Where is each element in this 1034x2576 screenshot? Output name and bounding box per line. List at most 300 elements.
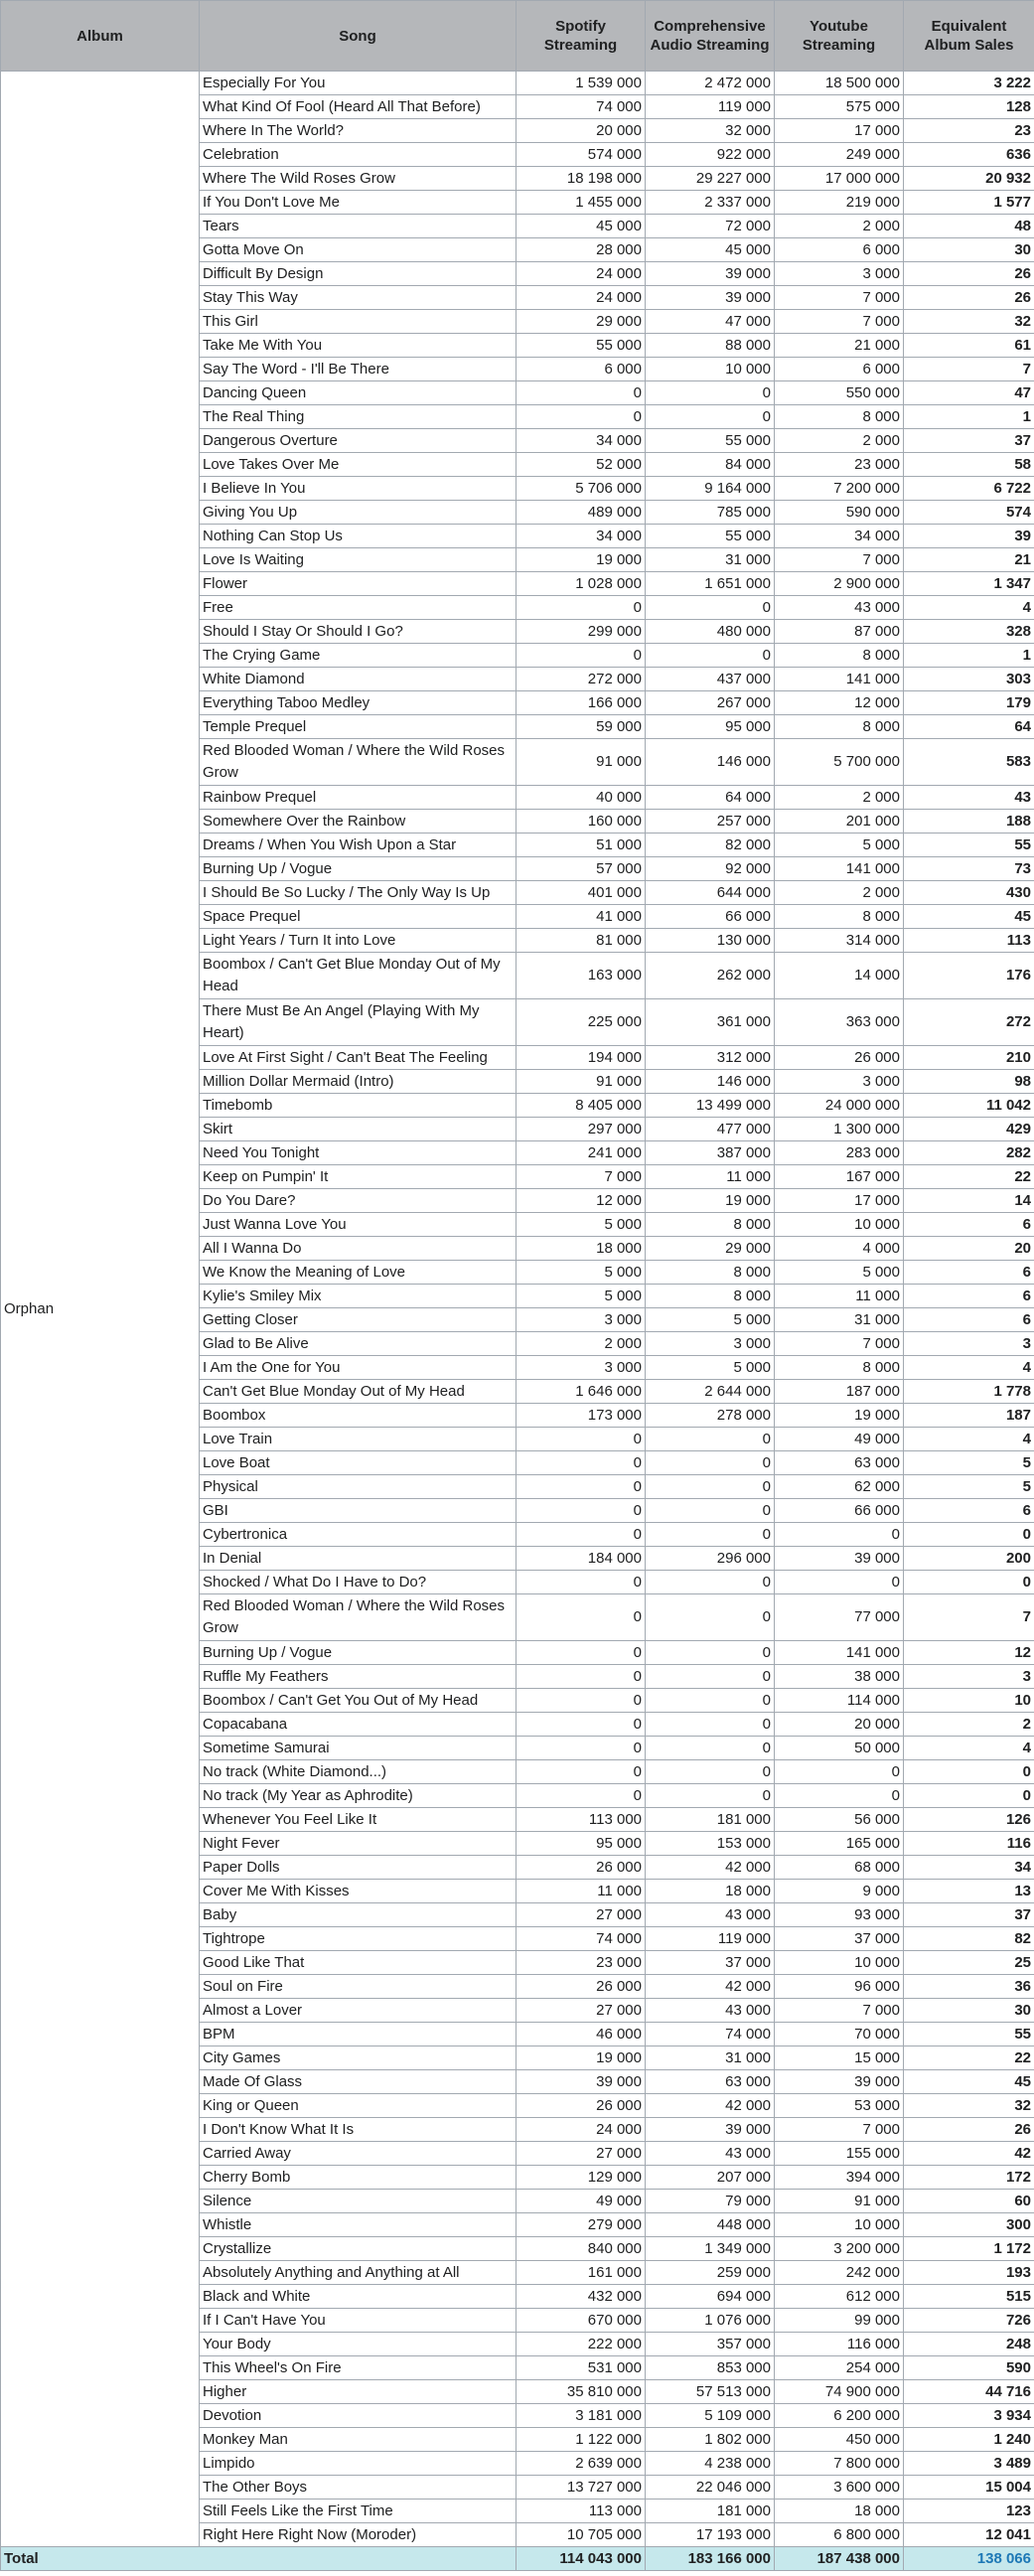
equivalent-cell: 636 bbox=[904, 143, 1034, 167]
audio-cell: 55 000 bbox=[646, 429, 775, 453]
equivalent-cell: 188 bbox=[904, 810, 1034, 833]
youtube-cell: 5 700 000 bbox=[775, 739, 904, 786]
total-equivalent: 138 066 bbox=[904, 2547, 1034, 2571]
youtube-cell: 550 000 bbox=[775, 381, 904, 405]
audio-cell: 8 000 bbox=[646, 1261, 775, 1285]
spotify-cell: 574 000 bbox=[517, 143, 646, 167]
equivalent-cell: 11 042 bbox=[904, 1094, 1034, 1118]
youtube-cell: 8 000 bbox=[775, 715, 904, 739]
spotify-cell: 26 000 bbox=[517, 1856, 646, 1880]
audio-cell: 922 000 bbox=[646, 143, 775, 167]
equivalent-cell: 45 bbox=[904, 905, 1034, 929]
song-cell: Difficult By Design bbox=[200, 262, 517, 286]
audio-cell: 0 bbox=[646, 1571, 775, 1594]
equivalent-cell: 172 bbox=[904, 2166, 1034, 2190]
spotify-cell: 49 000 bbox=[517, 2190, 646, 2213]
spotify-cell: 489 000 bbox=[517, 501, 646, 525]
audio-cell: 37 000 bbox=[646, 1951, 775, 1975]
spotify-cell: 8 405 000 bbox=[517, 1094, 646, 1118]
equivalent-cell: 193 bbox=[904, 2261, 1034, 2285]
youtube-cell: 2 900 000 bbox=[775, 572, 904, 596]
song-cell: Dancing Queen bbox=[200, 381, 517, 405]
audio-cell: 42 000 bbox=[646, 2094, 775, 2118]
song-cell: Crystallize bbox=[200, 2237, 517, 2261]
youtube-cell: 363 000 bbox=[775, 999, 904, 1046]
song-cell: Sometime Samurai bbox=[200, 1737, 517, 1760]
youtube-cell: 141 000 bbox=[775, 857, 904, 881]
youtube-cell: 3 600 000 bbox=[775, 2476, 904, 2500]
audio-cell: 43 000 bbox=[646, 1903, 775, 1927]
youtube-cell: 50 000 bbox=[775, 1737, 904, 1760]
song-cell: Your Body bbox=[200, 2333, 517, 2356]
spotify-cell: 1 539 000 bbox=[517, 72, 646, 95]
audio-cell: 32 000 bbox=[646, 119, 775, 143]
song-cell: The Real Thing bbox=[200, 405, 517, 429]
spotify-cell: 1 455 000 bbox=[517, 191, 646, 215]
audio-cell: 39 000 bbox=[646, 2118, 775, 2142]
song-cell: We Know the Meaning of Love bbox=[200, 1261, 517, 1285]
spotify-cell: 20 000 bbox=[517, 119, 646, 143]
equivalent-cell: 303 bbox=[904, 668, 1034, 691]
equivalent-cell: 36 bbox=[904, 1975, 1034, 1999]
spotify-cell: 7 000 bbox=[517, 1165, 646, 1189]
audio-cell: 8 000 bbox=[646, 1285, 775, 1308]
song-cell: Red Blooded Woman / Where the Wild Roses Grow bbox=[200, 1594, 517, 1641]
spotify-cell: 272 000 bbox=[517, 668, 646, 691]
song-cell: Free bbox=[200, 596, 517, 620]
equivalent-cell: 0 bbox=[904, 1760, 1034, 1784]
song-cell: Should I Stay Or Should I Go? bbox=[200, 620, 517, 644]
spotify-cell: 166 000 bbox=[517, 691, 646, 715]
audio-cell: 43 000 bbox=[646, 2142, 775, 2166]
song-cell: Love At First Sight / Can't Beat The Feeling bbox=[200, 1046, 517, 1070]
song-cell: Whistle bbox=[200, 2213, 517, 2237]
spotify-cell: 0 bbox=[517, 1499, 646, 1523]
spotify-cell: 225 000 bbox=[517, 999, 646, 1046]
total-youtube: 187 438 000 bbox=[775, 2547, 904, 2571]
equivalent-cell: 6 bbox=[904, 1499, 1034, 1523]
total-label: Total bbox=[1, 2547, 517, 2571]
audio-cell: 153 000 bbox=[646, 1832, 775, 1856]
spotify-cell: 299 000 bbox=[517, 620, 646, 644]
audio-cell: 55 000 bbox=[646, 525, 775, 548]
youtube-cell: 87 000 bbox=[775, 620, 904, 644]
equivalent-cell: 123 bbox=[904, 2500, 1034, 2523]
audio-cell: 0 bbox=[646, 644, 775, 668]
song-cell: City Games bbox=[200, 2046, 517, 2070]
youtube-cell: 12 000 bbox=[775, 691, 904, 715]
audio-cell: 437 000 bbox=[646, 668, 775, 691]
youtube-cell: 39 000 bbox=[775, 2070, 904, 2094]
audio-cell: 785 000 bbox=[646, 501, 775, 525]
youtube-cell: 6 800 000 bbox=[775, 2523, 904, 2547]
youtube-cell: 70 000 bbox=[775, 2023, 904, 2046]
song-cell: Rainbow Prequel bbox=[200, 786, 517, 810]
equivalent-cell: 26 bbox=[904, 2118, 1034, 2142]
song-cell: Copacabana bbox=[200, 1713, 517, 1737]
youtube-cell: 8 000 bbox=[775, 405, 904, 429]
youtube-cell: 23 000 bbox=[775, 453, 904, 477]
equivalent-cell: 210 bbox=[904, 1046, 1034, 1070]
equivalent-cell: 5 bbox=[904, 1451, 1034, 1475]
song-cell: Red Blooded Woman / Where the Wild Roses Grow bbox=[200, 739, 517, 786]
audio-cell: 39 000 bbox=[646, 262, 775, 286]
equivalent-cell: 3 934 bbox=[904, 2404, 1034, 2428]
spotify-cell: 2 639 000 bbox=[517, 2452, 646, 2476]
equivalent-cell: 4 bbox=[904, 1737, 1034, 1760]
song-cell: In Denial bbox=[200, 1547, 517, 1571]
youtube-cell: 165 000 bbox=[775, 1832, 904, 1856]
audio-cell: 42 000 bbox=[646, 1975, 775, 1999]
spotify-cell: 173 000 bbox=[517, 1404, 646, 1428]
spotify-cell: 27 000 bbox=[517, 2142, 646, 2166]
spotify-cell: 3 000 bbox=[517, 1356, 646, 1380]
equivalent-cell: 126 bbox=[904, 1808, 1034, 1832]
song-cell: Devotion bbox=[200, 2404, 517, 2428]
youtube-cell: 34 000 bbox=[775, 525, 904, 548]
youtube-cell: 20 000 bbox=[775, 1713, 904, 1737]
equivalent-cell: 6 bbox=[904, 1308, 1034, 1332]
spotify-cell: 24 000 bbox=[517, 286, 646, 310]
audio-cell: 5 109 000 bbox=[646, 2404, 775, 2428]
audio-cell: 0 bbox=[646, 1428, 775, 1451]
song-cell: This Girl bbox=[200, 310, 517, 334]
song-cell: Limpido bbox=[200, 2452, 517, 2476]
equivalent-cell: 1 347 bbox=[904, 572, 1034, 596]
song-cell: Cherry Bomb bbox=[200, 2166, 517, 2190]
spotify-cell: 11 000 bbox=[517, 1880, 646, 1903]
song-cell: Space Prequel bbox=[200, 905, 517, 929]
youtube-cell: 17 000 000 bbox=[775, 167, 904, 191]
spotify-cell: 1 646 000 bbox=[517, 1380, 646, 1404]
equivalent-cell: 429 bbox=[904, 1118, 1034, 1141]
song-cell: Need You Tonight bbox=[200, 1141, 517, 1165]
song-cell: If I Can't Have You bbox=[200, 2309, 517, 2333]
youtube-cell: 19 000 bbox=[775, 1404, 904, 1428]
youtube-cell: 7 000 bbox=[775, 1999, 904, 2023]
equivalent-cell: 200 bbox=[904, 1547, 1034, 1571]
spotify-cell: 163 000 bbox=[517, 953, 646, 999]
youtube-cell: 242 000 bbox=[775, 2261, 904, 2285]
spotify-cell: 0 bbox=[517, 1571, 646, 1594]
youtube-cell: 141 000 bbox=[775, 668, 904, 691]
song-cell: Physical bbox=[200, 1475, 517, 1499]
youtube-cell: 56 000 bbox=[775, 1808, 904, 1832]
spotify-cell: 5 706 000 bbox=[517, 477, 646, 501]
audio-cell: 181 000 bbox=[646, 1808, 775, 1832]
spotify-cell: 29 000 bbox=[517, 310, 646, 334]
spotify-cell: 23 000 bbox=[517, 1951, 646, 1975]
equivalent-cell: 574 bbox=[904, 501, 1034, 525]
youtube-cell: 3 000 bbox=[775, 262, 904, 286]
song-cell: No track (My Year as Aphrodite) bbox=[200, 1784, 517, 1808]
audio-cell: 82 000 bbox=[646, 833, 775, 857]
spotify-cell: 297 000 bbox=[517, 1118, 646, 1141]
equivalent-cell: 47 bbox=[904, 381, 1034, 405]
equivalent-cell: 430 bbox=[904, 881, 1034, 905]
audio-cell: 0 bbox=[646, 381, 775, 405]
song-cell: Boombox / Can't Get You Out of My Head bbox=[200, 1689, 517, 1713]
equivalent-cell: 3 489 bbox=[904, 2452, 1034, 2476]
audio-cell: 17 193 000 bbox=[646, 2523, 775, 2547]
audio-cell: 694 000 bbox=[646, 2285, 775, 2309]
spotify-cell: 12 000 bbox=[517, 1189, 646, 1213]
header-album: Album bbox=[1, 1, 200, 72]
spotify-cell: 18 000 bbox=[517, 1237, 646, 1261]
equivalent-cell: 30 bbox=[904, 238, 1034, 262]
youtube-cell: 91 000 bbox=[775, 2190, 904, 2213]
spotify-cell: 59 000 bbox=[517, 715, 646, 739]
song-cell: Do You Dare? bbox=[200, 1189, 517, 1213]
equivalent-cell: 42 bbox=[904, 2142, 1034, 2166]
youtube-cell: 1 300 000 bbox=[775, 1118, 904, 1141]
audio-cell: 0 bbox=[646, 1665, 775, 1689]
audio-cell: 130 000 bbox=[646, 929, 775, 953]
song-cell: Everything Taboo Medley bbox=[200, 691, 517, 715]
song-cell: The Other Boys bbox=[200, 2476, 517, 2500]
song-cell: BPM bbox=[200, 2023, 517, 2046]
youtube-cell: 6 000 bbox=[775, 238, 904, 262]
spotify-cell: 5 000 bbox=[517, 1213, 646, 1237]
spotify-cell: 24 000 bbox=[517, 2118, 646, 2142]
audio-cell: 13 499 000 bbox=[646, 1094, 775, 1118]
spotify-cell: 95 000 bbox=[517, 1832, 646, 1856]
spotify-cell: 74 000 bbox=[517, 1927, 646, 1951]
song-cell: Stay This Way bbox=[200, 286, 517, 310]
youtube-cell: 450 000 bbox=[775, 2428, 904, 2452]
spotify-cell: 10 705 000 bbox=[517, 2523, 646, 2547]
equivalent-cell: 176 bbox=[904, 953, 1034, 999]
equivalent-cell: 55 bbox=[904, 833, 1034, 857]
youtube-cell: 167 000 bbox=[775, 1165, 904, 1189]
audio-cell: 92 000 bbox=[646, 857, 775, 881]
audio-cell: 448 000 bbox=[646, 2213, 775, 2237]
equivalent-cell: 583 bbox=[904, 739, 1034, 786]
equivalent-cell: 21 bbox=[904, 548, 1034, 572]
equivalent-cell: 12 041 bbox=[904, 2523, 1034, 2547]
song-cell: Shocked / What Do I Have to Do? bbox=[200, 1571, 517, 1594]
audio-cell: 0 bbox=[646, 1760, 775, 1784]
song-cell: Good Like That bbox=[200, 1951, 517, 1975]
youtube-cell: 77 000 bbox=[775, 1594, 904, 1641]
audio-cell: 387 000 bbox=[646, 1141, 775, 1165]
youtube-cell: 3 200 000 bbox=[775, 2237, 904, 2261]
audio-cell: 0 bbox=[646, 1475, 775, 1499]
youtube-cell: 116 000 bbox=[775, 2333, 904, 2356]
audio-cell: 480 000 bbox=[646, 620, 775, 644]
equivalent-cell: 5 bbox=[904, 1475, 1034, 1499]
equivalent-cell: 98 bbox=[904, 1070, 1034, 1094]
equivalent-cell: 6 bbox=[904, 1213, 1034, 1237]
youtube-cell: 575 000 bbox=[775, 95, 904, 119]
spotify-cell: 35 810 000 bbox=[517, 2380, 646, 2404]
audio-cell: 357 000 bbox=[646, 2333, 775, 2356]
song-cell: Boombox bbox=[200, 1404, 517, 1428]
spotify-cell: 279 000 bbox=[517, 2213, 646, 2237]
total-spotify: 114 043 000 bbox=[517, 2547, 646, 2571]
youtube-cell: 39 000 bbox=[775, 1547, 904, 1571]
audio-cell: 1 802 000 bbox=[646, 2428, 775, 2452]
spotify-cell: 670 000 bbox=[517, 2309, 646, 2333]
spotify-cell: 0 bbox=[517, 1594, 646, 1641]
youtube-cell: 18 000 bbox=[775, 2500, 904, 2523]
equivalent-cell: 1 172 bbox=[904, 2237, 1034, 2261]
audio-cell: 31 000 bbox=[646, 548, 775, 572]
equivalent-cell: 300 bbox=[904, 2213, 1034, 2237]
youtube-cell: 6 200 000 bbox=[775, 2404, 904, 2428]
audio-cell: 0 bbox=[646, 596, 775, 620]
spotify-cell: 3 181 000 bbox=[517, 2404, 646, 2428]
header-youtube: Youtube Streaming bbox=[775, 1, 904, 72]
equivalent-cell: 12 bbox=[904, 1641, 1034, 1665]
audio-cell: 57 513 000 bbox=[646, 2380, 775, 2404]
equivalent-cell: 32 bbox=[904, 310, 1034, 334]
spotify-cell: 0 bbox=[517, 1713, 646, 1737]
spotify-cell: 40 000 bbox=[517, 786, 646, 810]
youtube-cell: 10 000 bbox=[775, 1213, 904, 1237]
total-row bbox=[1, 2547, 1034, 2571]
youtube-cell: 5 000 bbox=[775, 833, 904, 857]
audio-cell: 88 000 bbox=[646, 334, 775, 358]
song-cell: Take Me With You bbox=[200, 334, 517, 358]
youtube-cell: 4 000 bbox=[775, 1237, 904, 1261]
song-cell: Million Dollar Mermaid (Intro) bbox=[200, 1070, 517, 1094]
youtube-cell: 21 000 bbox=[775, 334, 904, 358]
youtube-cell: 283 000 bbox=[775, 1141, 904, 1165]
youtube-cell: 99 000 bbox=[775, 2309, 904, 2333]
equivalent-cell: 39 bbox=[904, 525, 1034, 548]
audio-cell: 262 000 bbox=[646, 953, 775, 999]
audio-cell: 22 046 000 bbox=[646, 2476, 775, 2500]
song-cell: Burning Up / Vogue bbox=[200, 857, 517, 881]
audio-cell: 0 bbox=[646, 1594, 775, 1641]
audio-cell: 64 000 bbox=[646, 786, 775, 810]
youtube-cell: 11 000 bbox=[775, 1285, 904, 1308]
spotify-cell: 34 000 bbox=[517, 429, 646, 453]
youtube-cell: 3 000 bbox=[775, 1070, 904, 1094]
song-cell: Where In The World? bbox=[200, 119, 517, 143]
youtube-cell: 10 000 bbox=[775, 2213, 904, 2237]
spotify-cell: 52 000 bbox=[517, 453, 646, 477]
youtube-cell: 590 000 bbox=[775, 501, 904, 525]
audio-cell: 63 000 bbox=[646, 2070, 775, 2094]
equivalent-cell: 6 bbox=[904, 1261, 1034, 1285]
youtube-cell: 31 000 bbox=[775, 1308, 904, 1332]
audio-cell: 39 000 bbox=[646, 286, 775, 310]
audio-cell: 2 472 000 bbox=[646, 72, 775, 95]
equivalent-cell: 30 bbox=[904, 1999, 1034, 2023]
youtube-cell: 10 000 bbox=[775, 1951, 904, 1975]
song-cell: I Believe In You bbox=[200, 477, 517, 501]
youtube-cell: 612 000 bbox=[775, 2285, 904, 2309]
youtube-cell: 155 000 bbox=[775, 2142, 904, 2166]
song-cell: I Should Be So Lucky / The Only Way Is Up bbox=[200, 881, 517, 905]
song-cell: Flower bbox=[200, 572, 517, 596]
youtube-cell: 249 000 bbox=[775, 143, 904, 167]
youtube-cell: 2 000 bbox=[775, 786, 904, 810]
spotify-cell: 27 000 bbox=[517, 1999, 646, 2023]
youtube-cell: 8 000 bbox=[775, 905, 904, 929]
equivalent-cell: 15 004 bbox=[904, 2476, 1034, 2500]
total-audio: 183 166 000 bbox=[646, 2547, 775, 2571]
youtube-cell: 7 000 bbox=[775, 310, 904, 334]
audio-cell: 0 bbox=[646, 1641, 775, 1665]
spotify-cell: 0 bbox=[517, 405, 646, 429]
song-cell: Dreams / When You Wish Upon a Star bbox=[200, 833, 517, 857]
audio-cell: 0 bbox=[646, 1523, 775, 1547]
equivalent-cell: 272 bbox=[904, 999, 1034, 1046]
youtube-cell: 24 000 000 bbox=[775, 1094, 904, 1118]
equivalent-cell: 43 bbox=[904, 786, 1034, 810]
youtube-cell: 7 000 bbox=[775, 1332, 904, 1356]
spotify-cell: 24 000 bbox=[517, 262, 646, 286]
youtube-cell: 7 000 bbox=[775, 2118, 904, 2142]
song-cell: Gotta Move On bbox=[200, 238, 517, 262]
song-cell: I Don't Know What It Is bbox=[200, 2118, 517, 2142]
song-cell: GBI bbox=[200, 1499, 517, 1523]
spotify-cell: 0 bbox=[517, 1689, 646, 1713]
audio-cell: 267 000 bbox=[646, 691, 775, 715]
equivalent-cell: 3 bbox=[904, 1665, 1034, 1689]
song-cell: I Am the One for You bbox=[200, 1356, 517, 1380]
song-cell: Ruffle My Feathers bbox=[200, 1665, 517, 1689]
song-cell: Tightrope bbox=[200, 1927, 517, 1951]
equivalent-cell: 1 240 bbox=[904, 2428, 1034, 2452]
spotify-cell: 34 000 bbox=[517, 525, 646, 548]
song-cell: This Wheel's On Fire bbox=[200, 2356, 517, 2380]
audio-cell: 207 000 bbox=[646, 2166, 775, 2190]
audio-cell: 644 000 bbox=[646, 881, 775, 905]
equivalent-cell: 116 bbox=[904, 1832, 1034, 1856]
audio-cell: 0 bbox=[646, 1499, 775, 1523]
song-cell: Carried Away bbox=[200, 2142, 517, 2166]
song-cell: The Crying Game bbox=[200, 644, 517, 668]
song-cell: King or Queen bbox=[200, 2094, 517, 2118]
audio-cell: 42 000 bbox=[646, 1856, 775, 1880]
spotify-cell: 531 000 bbox=[517, 2356, 646, 2380]
audio-cell: 79 000 bbox=[646, 2190, 775, 2213]
equivalent-cell: 0 bbox=[904, 1571, 1034, 1594]
equivalent-cell: 20 bbox=[904, 1237, 1034, 1261]
song-cell: Somewhere Over the Rainbow bbox=[200, 810, 517, 833]
song-cell: Soul on Fire bbox=[200, 1975, 517, 1999]
song-cell: Night Fever bbox=[200, 1832, 517, 1856]
audio-cell: 43 000 bbox=[646, 1999, 775, 2023]
song-cell: What Kind Of Fool (Heard All That Before) bbox=[200, 95, 517, 119]
spotify-cell: 1 122 000 bbox=[517, 2428, 646, 2452]
audio-cell: 29 000 bbox=[646, 1237, 775, 1261]
spotify-cell: 840 000 bbox=[517, 2237, 646, 2261]
spotify-cell: 51 000 bbox=[517, 833, 646, 857]
spotify-cell: 18 198 000 bbox=[517, 167, 646, 191]
album-cell: Orphan bbox=[1, 72, 200, 2547]
song-cell: Just Wanna Love You bbox=[200, 1213, 517, 1237]
song-cell: No track (White Diamond...) bbox=[200, 1760, 517, 1784]
equivalent-cell: 179 bbox=[904, 691, 1034, 715]
spotify-cell: 0 bbox=[517, 1760, 646, 1784]
spotify-cell: 13 727 000 bbox=[517, 2476, 646, 2500]
song-cell: Cover Me With Kisses bbox=[200, 1880, 517, 1903]
spotify-cell: 0 bbox=[517, 1475, 646, 1499]
spotify-cell: 184 000 bbox=[517, 1547, 646, 1571]
spotify-cell: 0 bbox=[517, 1665, 646, 1689]
equivalent-cell: 48 bbox=[904, 215, 1034, 238]
youtube-cell: 187 000 bbox=[775, 1380, 904, 1404]
equivalent-cell: 23 bbox=[904, 119, 1034, 143]
song-cell: Monkey Man bbox=[200, 2428, 517, 2452]
spotify-cell: 5 000 bbox=[517, 1285, 646, 1308]
spotify-cell: 2 000 bbox=[517, 1332, 646, 1356]
